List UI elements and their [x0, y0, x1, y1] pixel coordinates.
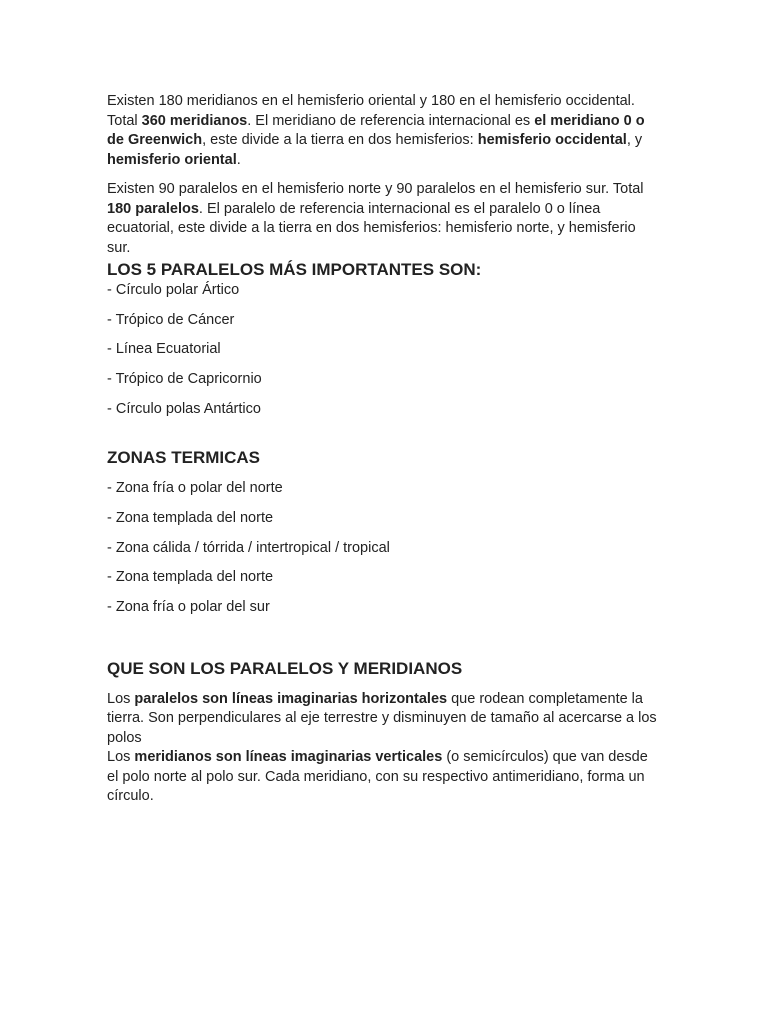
list-item: - Trópico de Capricornio: [107, 371, 262, 388]
paralelos-text-2: . El paralelo de referencia internacional es el paralelo 0 o línea ecuatorial, este divide a la tierra en dos hemisferios: hemisferio norte, y hemisferio sur.: [107, 200, 636, 256]
que-son-heading: QUE SON LOS PARALELOS Y MERIDIANOS: [107, 658, 463, 678]
list-item: - Círculo polar Ártico: [107, 282, 240, 298]
list-item: - Zona fría o polar del norte: [107, 480, 283, 497]
paralelos-bold-180: 180 paralelos: [107, 200, 199, 217]
paralelos-definition: [107, 690, 659, 749]
paralelos-text-1: Existen 90 paralelos en el hemisferio norte y 90 paralelos en el hemisferio sur. Total: [107, 181, 644, 197]
meridianos-bold-occidental: hemisferio occidental: [477, 132, 627, 148]
meridianos-text-2: . El meridiano de referencia internacional es: [247, 112, 535, 129]
meridianos-bold-oriental: hemisferio oriental: [107, 151, 237, 168]
meridianos-text-5: .: [236, 151, 241, 168]
list-item: - Zona cálida / tórrida / intertropical / tropical: [107, 539, 390, 556]
list-item: - Círculo polas Antártico: [107, 400, 261, 417]
meridianos-text-4: , y: [626, 132, 643, 148]
zonas-termicas-heading: ZONAS TERMICAS: [107, 448, 260, 468]
paralelos-heading: LOS 5 PARALELOS MÁS IMPORTANTES SON:: [107, 260, 482, 279]
meridianos-bold-360: 360 meridianos: [141, 112, 248, 129]
list-item: - Trópico de Cáncer: [107, 311, 235, 328]
zonas-list: [107, 479, 659, 617]
meridianos-def-bold: meridianos son líneas imaginarias verticales: [134, 749, 443, 765]
meridianos-def-text-1: Los: [107, 749, 135, 765]
document-page: [107, 92, 659, 807]
paralelos-def-text-2: que rodean completamente la tierra. Son perpendiculares al eje terrestre y disminuyen de tamaño al acercarse a los polos: [107, 690, 657, 746]
meridianos-def-text-2: (o semicírculos) que van desde el polo norte al polo sur. Cada meridiano, con su respectivo antimeridiano, forma un círculo.: [107, 749, 648, 804]
meridianos-text-1: Existen 180 meridianos en el hemisferio oriental y 180 en el hemisferio occidental. Total: [107, 93, 635, 129]
list-item: - Zona templada del norte: [107, 509, 274, 526]
paralelos-list: [107, 281, 659, 419]
paralelos-paragraph: [107, 180, 659, 258]
meridianos-text-3: , este divide a la tierra en dos hemisferios:: [202, 132, 478, 148]
meridianos-paragraph: [107, 92, 659, 170]
list-item: - Línea Ecuatorial: [107, 341, 221, 358]
paralelos-def-bold: paralelos son líneas imaginarias horizontales: [134, 690, 448, 707]
meridianos-definition: [107, 748, 659, 807]
list-item: - Zona templada del norte: [107, 569, 274, 586]
meridianos-bold-greenwich: el meridiano 0 o de Greenwich: [107, 112, 645, 148]
list-item: - Zona fría o polar del sur: [107, 599, 270, 615]
paralelos-def-text-1: Los: [107, 690, 135, 707]
